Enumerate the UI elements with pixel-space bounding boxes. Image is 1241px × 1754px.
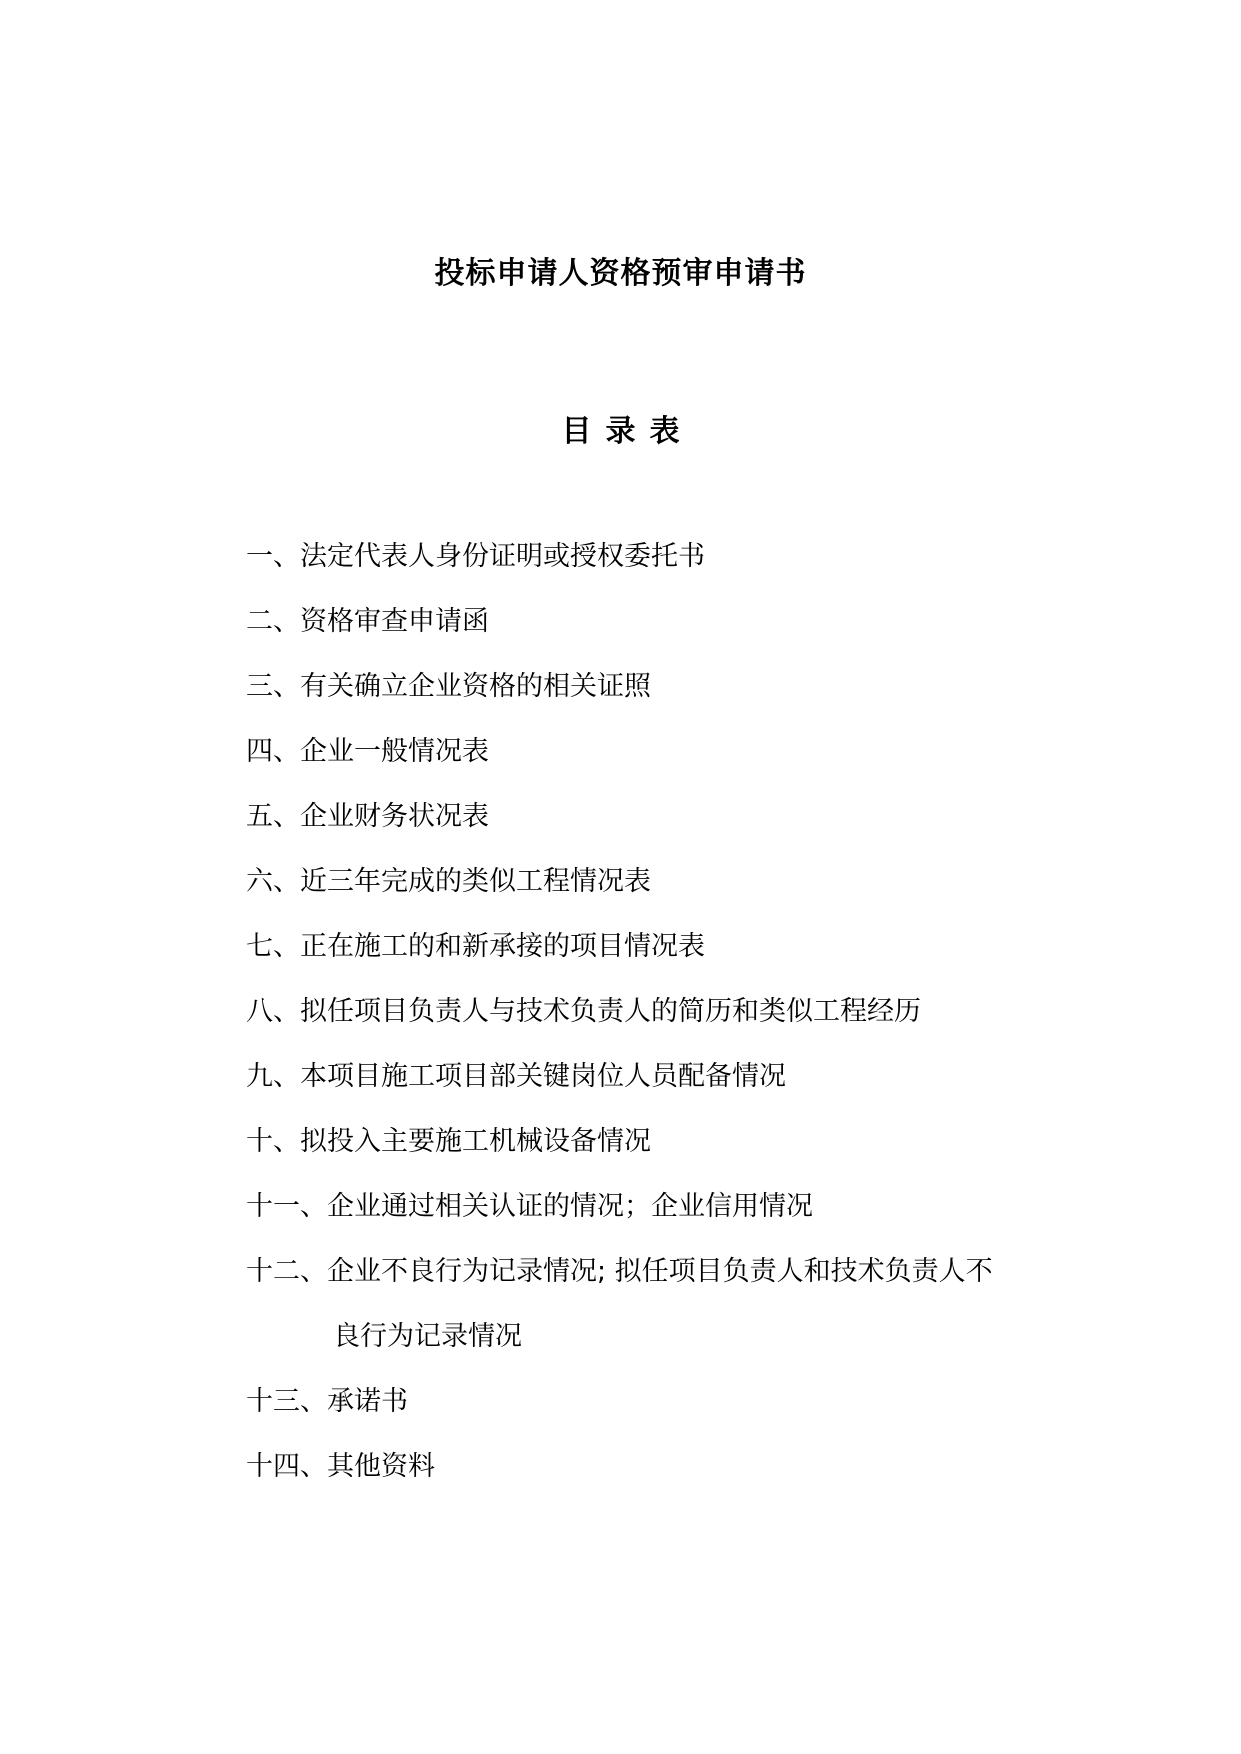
toc-item-1: 一、法定代表人身份证明或授权委托书 — [246, 541, 705, 572]
toc-item-7: 七、正在施工的和新承接的项目情况表 — [246, 931, 705, 962]
toc-item-9: 九、本项目施工项目部关键岗位人员配备情况 — [246, 1061, 786, 1092]
toc-item-6: 六、近三年完成的类似工程情况表 — [246, 866, 651, 897]
toc-heading: 目录表 — [561, 414, 694, 449]
toc-item-3: 三、有关确立企业资格的相关证照 — [246, 671, 651, 702]
toc-item-12-continuation: 良行为记录情况 — [333, 1321, 522, 1352]
toc-item-13: 十三、承诺书 — [246, 1386, 408, 1417]
document-title: 投标申请人资格预审申请书 — [434, 256, 807, 291]
toc-item-11: 十一、企业通过相关认证的情况；企业信用情况 — [246, 1191, 813, 1222]
toc-item-2: 二、资格审查申请函 — [246, 606, 489, 637]
toc-item-10: 十、拟投入主要施工机械设备情况 — [246, 1126, 651, 1157]
toc-item-12: 十二、企业不良行为记录情况; 拟任项目负责人和技术负责人不 — [246, 1256, 993, 1287]
toc-item-14: 十四、其他资料 — [246, 1451, 435, 1482]
toc-list — [246, 524, 1096, 1499]
toc-item-4: 四、企业一般情况表 — [246, 736, 489, 767]
toc-item-8: 八、拟任项目负责人与技术负责人的简历和类似工程经历 — [246, 996, 921, 1027]
toc-item-5: 五、企业财务状况表 — [246, 801, 489, 832]
